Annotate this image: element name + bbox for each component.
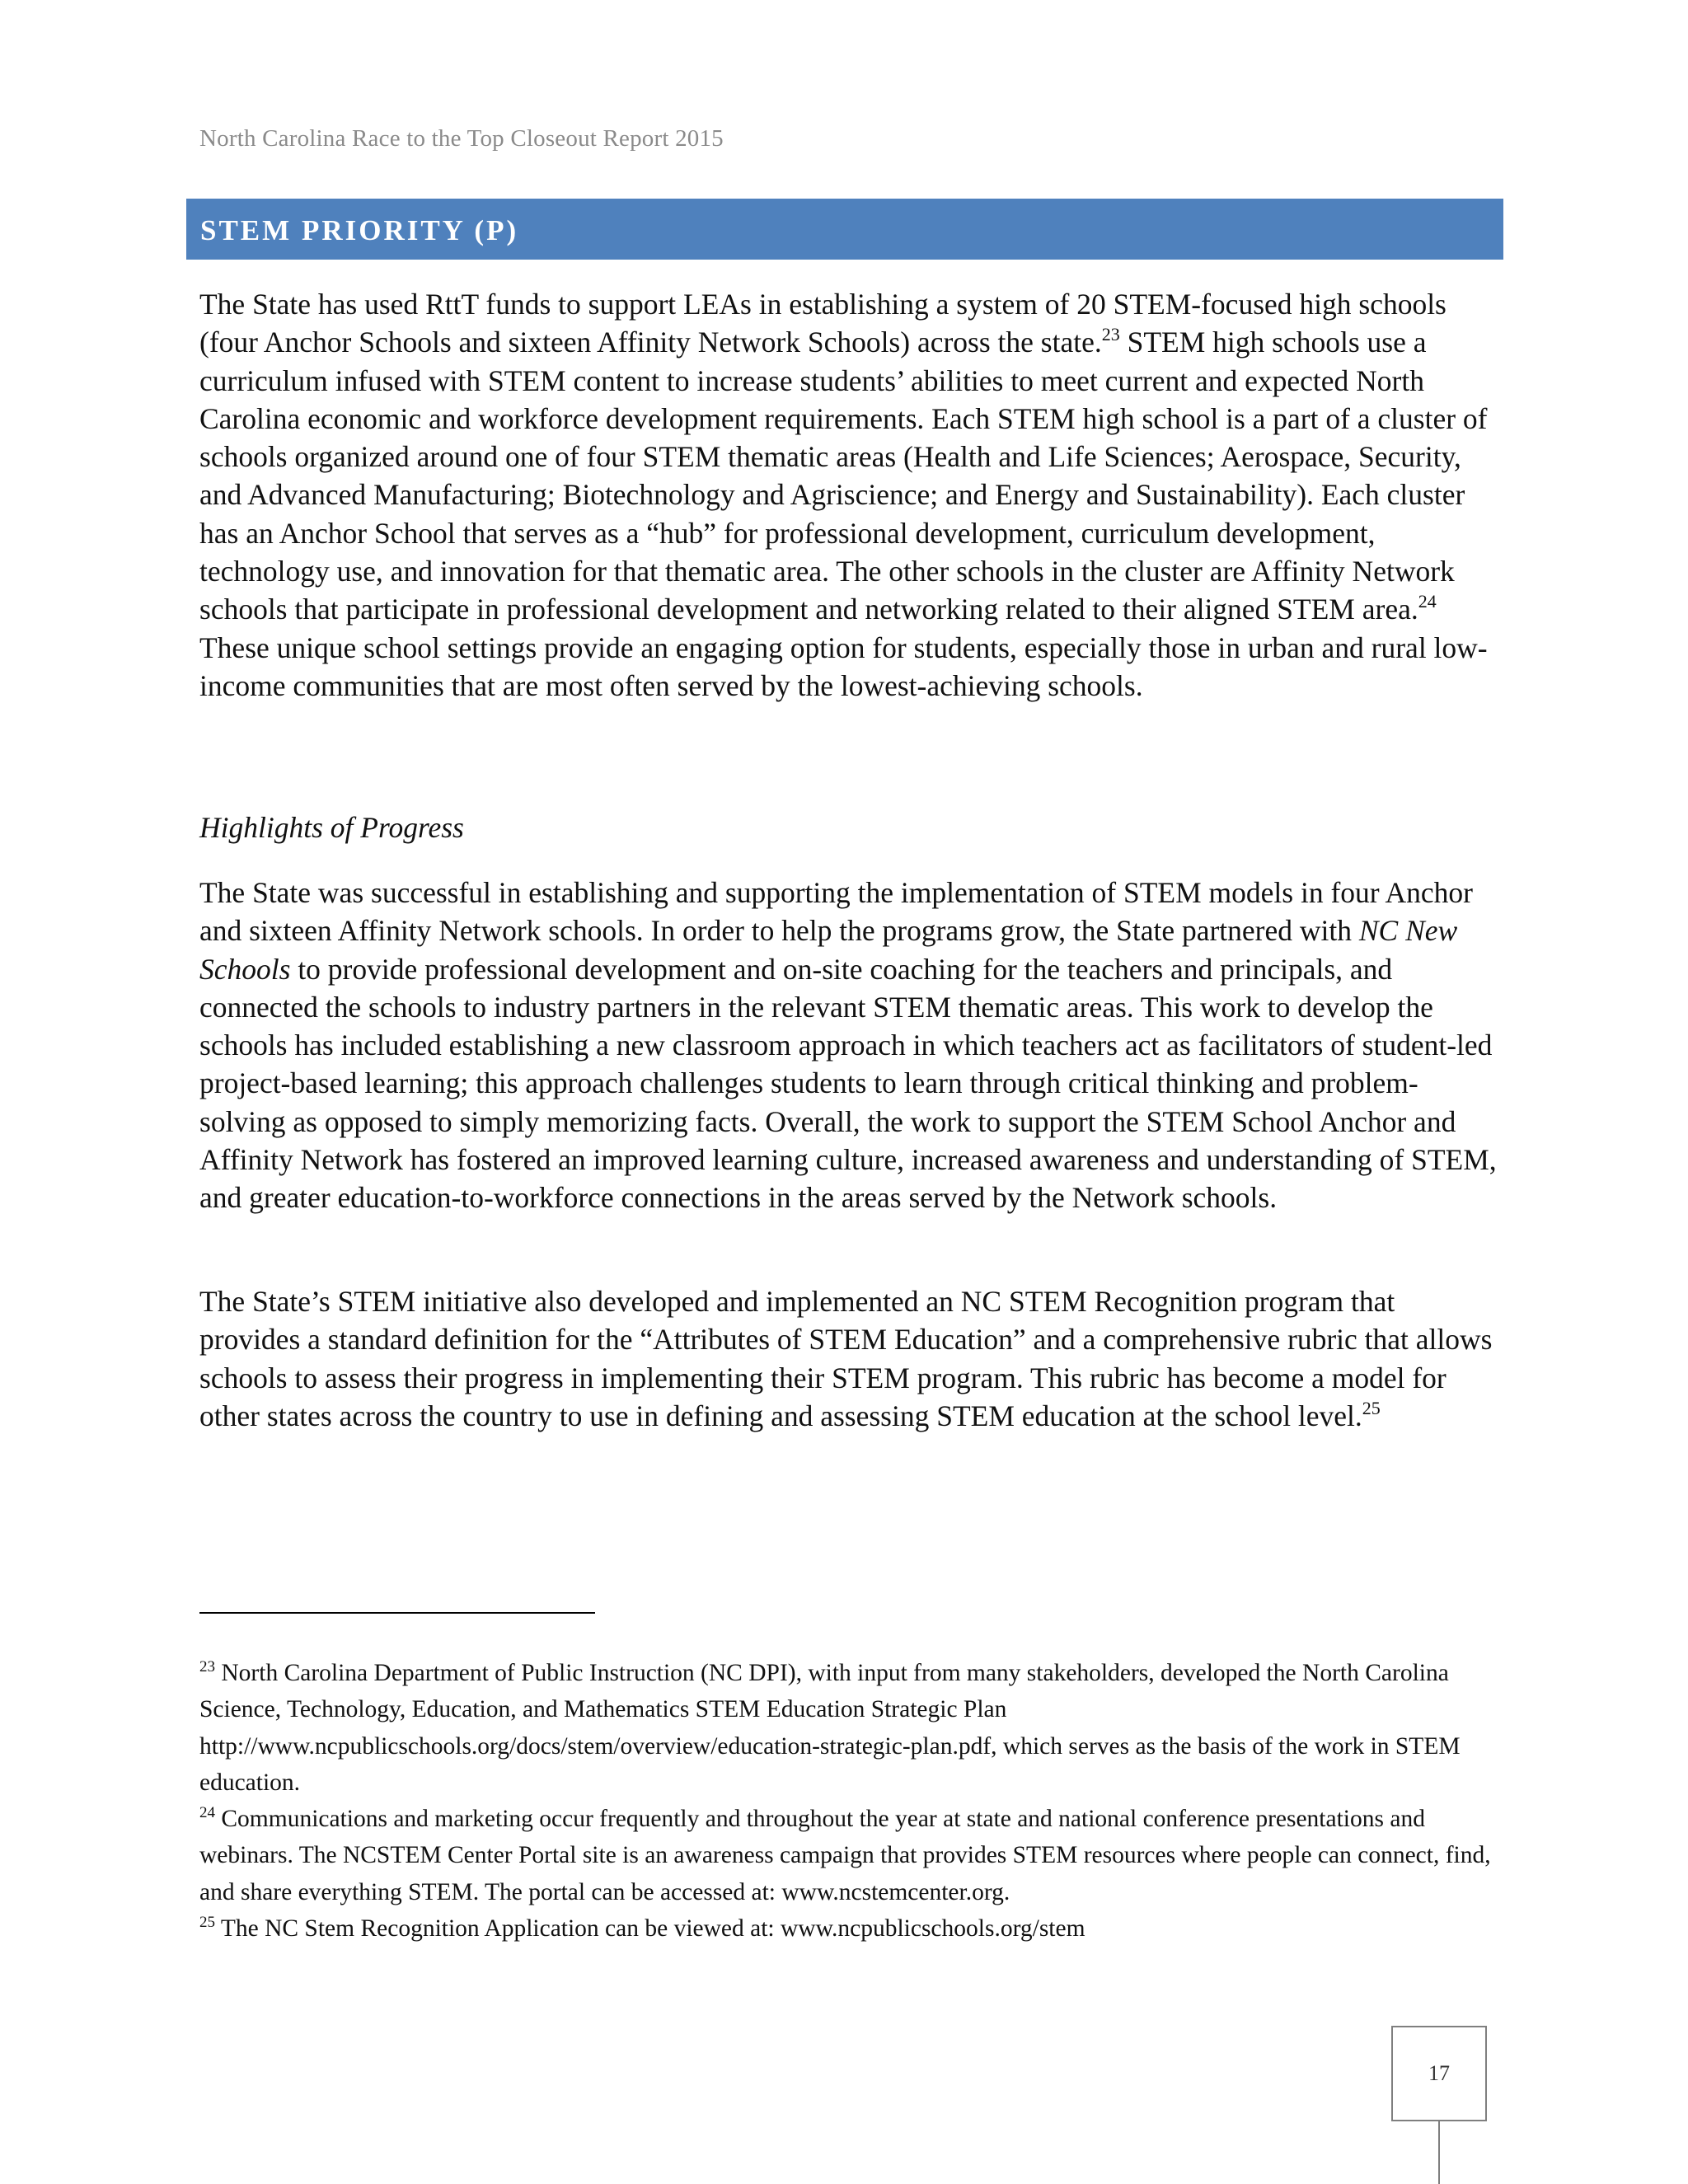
body-paragraph-1 bbox=[199, 285, 1502, 705]
paragraph-text: The State was successful in establishing and supporting the implementation of STEM models in four Anchor and sixteen Affinity Network schools. In order to help the programs grow, the State partnered with bbox=[199, 876, 1473, 948]
page-number-box bbox=[1391, 2026, 1487, 2121]
paragraph-text: These unique school settings provide an engaging option for students, especially those in urban and rural low-income communities that are most often served by the lowest-achieving schools. bbox=[199, 630, 1488, 702]
footnote-separator bbox=[199, 1612, 595, 1614]
footnote-ref-25[interactable]: 25 bbox=[1362, 1397, 1381, 1418]
footnote-text: North Carolina Department of Public Instruction (NC DPI), with input from many stakeholders, developed the North Carolina Science, Technology, Education, and Mathematics STEM Education Strategic Plan http://www.ncpublicschools.org/docs/stem/overview/education-strategic-plan.pdf, which serves as the basis of the work in STEM education. bbox=[199, 1660, 1461, 1796]
footnote-text: Communications and marketing occur frequently and throughout the year at state and national conference presentations and webinars. The NCSTEM Center Portal site is an awareness campaign that provides STEM resources where people can connect, find, and share everything STEM. The portal can be accessed at: www.ncstemcenter.org. bbox=[199, 1806, 1491, 1905]
footnote-number: 24 bbox=[199, 1804, 215, 1822]
paragraph-text: STEM high schools use a curriculum infused with STEM content to increase students’ abilities to meet current and expected North Carolina economic and workforce development requirements. Each STEM high school is a part of a cluster of schools organized around one of four STEM thematic areas (Health and Life Sciences; Aerospace, Security, and Advanced Manufacturing; Biotechnology and Agriscience; and Energy and Sustainability). Each cluster has an Anchor School that serves as a “hub” for professional development, curriculum development, technology use, and innovation for that thematic area. The other schools in the cluster are Affinity Network schools that participate in professional development and networking related to their aligned STEM area. bbox=[199, 326, 1488, 626]
footnote-25 bbox=[199, 1910, 1502, 1947]
running-header: North Carolina Race to the Top Closeout Report 2015 bbox=[199, 125, 724, 152]
paragraph-text: to provide professional development and on-site coaching for the teachers and principals, and connected the schools to industry partners in the relevant STEM thematic areas. This work to develop the schools has included establishing a new classroom approach in which teachers act as facilitators of student-led project-based learning; this approach challenges students to learn through critical thinking and problem-solving as opposed to simply memorizing facts. Overall, the work to support the STEM School Anchor and Affinity Network has fostered an improved learning culture, increased awareness and understanding of STEM, and greater education-to-workforce connections in the areas served by the Network schools. bbox=[199, 952, 1497, 1215]
paragraph-text: The State has used RttT funds to support LEAs in establishing a system of 20 STEM-focused high schools (four Anchor Schools and sixteen Affinity Network Schools) across the state. bbox=[199, 288, 1447, 359]
page-number-box-line bbox=[1438, 2121, 1440, 2184]
paragraph-text: The State’s STEM initiative also developed and implemented an NC STEM Recognition program that provides a standard definition for the “Attributes of STEM Education” and a comprehensive rubric that allows schools to assess their progress in implementing their STEM program. This rubric has become a model for other states across the country to use in defining and assessing STEM education at the school level. bbox=[199, 1285, 1493, 1432]
footnote-number: 25 bbox=[199, 1914, 215, 1932]
section-heading-bar bbox=[186, 199, 1503, 260]
body-paragraph-3 bbox=[199, 1282, 1502, 1435]
subheading-highlights: Highlights of Progress bbox=[199, 811, 464, 844]
organization-name: NC New Schools bbox=[199, 914, 1458, 986]
footnote-number: 23 bbox=[199, 1658, 215, 1675]
footnote-ref-24[interactable]: 24 bbox=[1418, 591, 1437, 612]
footnote-24 bbox=[199, 1801, 1502, 1910]
body-paragraph-2 bbox=[199, 874, 1502, 1217]
page-number: 17 bbox=[1428, 2061, 1450, 2085]
footnotes bbox=[199, 1655, 1502, 1947]
footnote-ref-23[interactable]: 23 bbox=[1101, 324, 1120, 345]
section-title: STEM PRIORITY (P) bbox=[200, 214, 519, 246]
footnote-23 bbox=[199, 1655, 1502, 1801]
footnote-text: The NC Stem Recognition Application can be viewed at: www.ncpublicschools.org/stem bbox=[215, 1915, 1085, 1943]
